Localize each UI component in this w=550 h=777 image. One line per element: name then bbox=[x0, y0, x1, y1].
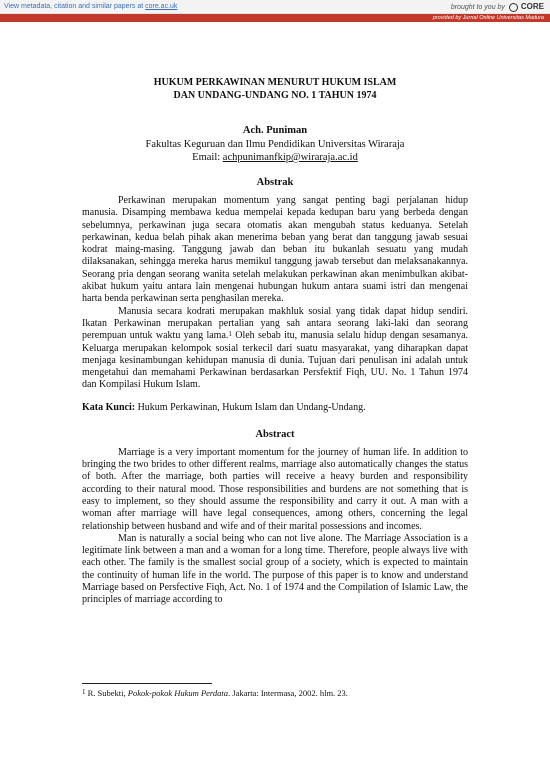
abstract-paragraph-1: Marriage is a very important momentum for the journey of human life. In addition to bringing the two brides to other different realms, marriage also automatically changes the status of both. After the marriage, both parties will receive a heavy burden and responsibility according to their natural mood. Those responsibilities and burdens are not something that is easy to implement, so they should assume the responsibility and carry it out. A man with a woman after marriage will have legal consequences, among others, concerning the legal relationship between husband and wife and of their marital possessions and incomes. bbox=[82, 446, 468, 532]
abstrak-paragraph-1: Perkawinan merupakan momentum yang sangat penting bagi perjalanan hidup manusia. Disamping membawa kedua mempelai kepada kedupan baru yang berbeda dengan sebelumnya, perkawinan juga secara otomatis akan mengubah status keduanya. Setelah perkawinan, kedua belah pihak akan menerima beban yang berat dan tanggung jawab sesuai kodrat maing-masing. Tanggung jawab dan beban itu bukanlah sesuatu yang mudah dilaksanakan, sehingga mereka harus memikul tanggung jawab tersebut dan melaksanakannya. Seorang pria dengan seorang wanita setelah melakukan perkawinan akan menimbulkan akibat-akibat hukum yaitu antara lain mengenai hubungan hukum antara suami istri dan mengenai harta benda perkawinan serta penghasilan mereka. bbox=[82, 195, 468, 305]
core-link[interactable]: core.ac.uk bbox=[145, 3, 178, 10]
core-banner bbox=[0, 0, 550, 14]
abstrak-paragraph-2: Manusia secara kodrati merupakan makhluk sosial yang tidak dapat hidup sendiri. Ikatan Perkawinan merupakan pertalian yang sah antara seorang laki-laki dan seorang perempuan untuk waktu yang lama.$^1$ Oleh sebab itu, manusia selalu hidup dengan sesamanya. Keluarga merupakan kelompok sosial terkecil dari suatu masyarakat, yang diharapkan dapat menjaga kesinambungan kehidupan manusia di dunia. Tujuan dari penulisan ini adalah untuk mengetahui dan memahami Perkawinan berdasarkan Persfektif Fiqh, UU. No. 1 Tahun 1974 dan Kompilasi Hukum Islam. bbox=[82, 305, 469, 391]
author-affiliation: Fakultas Keguruan dan Ilmu Pendidikan Universitas Wiraraja bbox=[145, 139, 405, 150]
metadata-link-text: View metadata, citation and similar papers at core.ac.uk bbox=[4, 3, 178, 10]
core-label[interactable]: CORE bbox=[520, 2, 544, 11]
provider-bar bbox=[0, 14, 550, 22]
abstract-heading: Abstract bbox=[255, 428, 295, 440]
author-email: Email: achpunimanfkip@wiraraja.ac.id bbox=[192, 152, 358, 163]
keywords: Kata Kunci: Hukum Perkawinan, Hukum Islam dan Undang-Undang. bbox=[82, 401, 366, 413]
abstrak-heading: Abstrak bbox=[256, 177, 294, 188]
abstract-paragraph-2: Man is naturally a social being who can not live alone. The Marriage Association is a legitimate link between a man and a woman for a long time. Therefore, people always live with each other. The family is the smallest social group of a society, which is expected to maintain the continuity of human life in the world. The purpose of this paper is to know and understand Marriage based on Persfective Fiqh, Act. No. 1 of 1974 and the Compilation of Islamic Law, the principles of marriage according to bbox=[82, 532, 468, 606]
core-logo-icon bbox=[509, 3, 518, 12]
provider-text[interactable]: provided by Jurnal Online Universitas Madura bbox=[432, 15, 544, 21]
paper-body bbox=[82, 76, 468, 607]
keywords-label: Kata Kunci: bbox=[82, 401, 136, 413]
title-line-1: HUKUM PERKAWINAN MENURUT HUKUM ISLAM bbox=[153, 77, 397, 88]
title-line-2: DAN UNDANG-UNDANG NO. 1 TAHUN 1974 bbox=[173, 90, 377, 101]
author-name: Ach. Puniman bbox=[242, 125, 308, 136]
brought-by: brought to you by CORE bbox=[450, 2, 544, 11]
paper-title bbox=[82, 76, 468, 102]
footnote-ref: 1 bbox=[228, 330, 232, 339]
email-link[interactable]: achpunimanfkip@wiraraja.ac.id bbox=[222, 152, 358, 163]
footnote: $^1$ R. Subekti, Pokok-pokok Hukum Perdata. Jakarta: Intermasa, 2002. hlm. 23. bbox=[82, 688, 348, 698]
footnote-divider bbox=[82, 683, 212, 684]
